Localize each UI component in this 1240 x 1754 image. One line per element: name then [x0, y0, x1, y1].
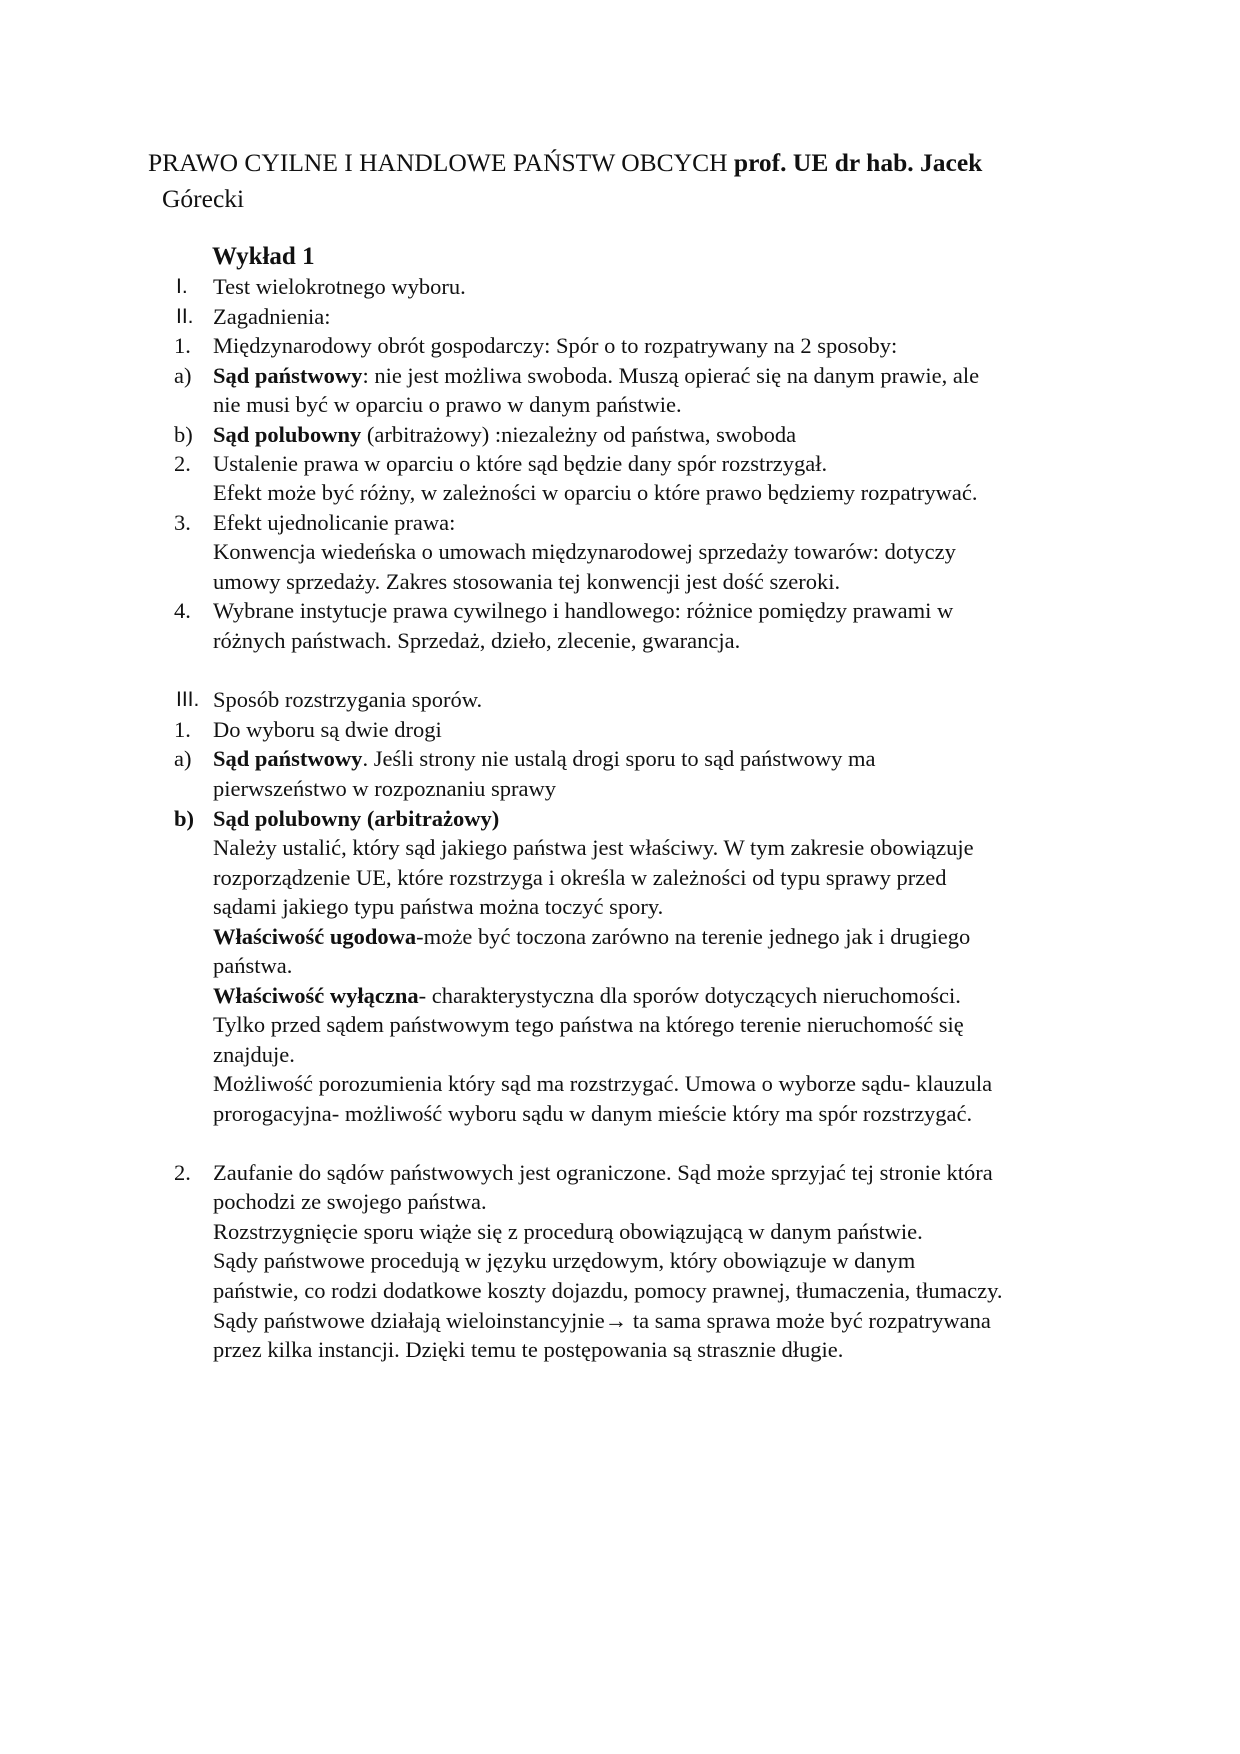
text-run: -może być toczona zarówno na terenie jednego jak i drugiego [416, 924, 971, 949]
title-author-surname: Górecki [162, 184, 245, 213]
line-text [213, 1244, 915, 1277]
text-run: Do wyboru są dwie drogi [213, 717, 442, 742]
line-text [213, 949, 292, 982]
list-marker: b) [174, 422, 193, 447]
text-run: znajduje. [213, 1042, 295, 1067]
text-run: Ustalenie prawa w oparciu o które sąd będzie dany spór rozstrzygał. [213, 451, 828, 476]
line-text [213, 594, 953, 627]
line-text [213, 1097, 972, 1130]
text-run: państwa. [213, 953, 293, 978]
lecture-heading: Wykład 1 [212, 243, 315, 270]
text-run: Wybrane instytucje prawa cywilnego i handlowego: różnice pomiędzy prawami w [213, 598, 954, 623]
line-text [213, 388, 682, 421]
bold-term: Sąd państwowy [213, 746, 363, 771]
line-text [213, 742, 876, 775]
bold-term: Sąd państwowy [213, 363, 363, 388]
bold-term: → [604, 1308, 628, 1333]
line-text [213, 1185, 487, 1218]
text-run: sądami jakiego typu państwa można toczyć spory. [213, 894, 664, 919]
text-run: Tylko przed sądem państwowym tego państwa na którego terenie nieruchomość się [213, 1012, 964, 1037]
text-run: rozporządzenie UE, które rozstrzyga i określa w zależności od typu sprawy przed [213, 865, 947, 890]
title-main: PRAWO CYILNE I HANDLOWE PAŃSTW OBCYCH [148, 148, 734, 177]
title-author: prof. UE dr hab. Jacek [733, 148, 983, 177]
text-run: Konwencja wiedeńska o umowach międzynarodowej sprzedaży towarów: dotyczy [213, 539, 956, 564]
text-run: (arbitrażowy) :niezależny od państwa, swoboda [361, 422, 797, 447]
line-text [213, 270, 466, 303]
text-run: . Jeśli strony nie ustalą drogi sporu to sąd państwowy ma [362, 746, 876, 771]
list-marker: 2. [174, 451, 191, 476]
list-marker: 1. [174, 333, 191, 358]
text-run: umowy sprzedaży. Zakres stosowania tej konwencji jest dość szeroki. [213, 569, 841, 594]
text-run: nie musi być w oparciu o prawo w danym państwie. [213, 392, 682, 417]
line-text [213, 1333, 843, 1366]
text-run: różnych państwach. Sprzedaż, dzieło, zlecenie, gwarancja. [213, 628, 741, 653]
text-run: - charakterystyczna dla sporów dotyczących nieruchomości. [418, 983, 961, 1008]
text-run: Należy ustalić, który sąd jakiego państwa jest właściwy. W tym zakresie obowiązuje [213, 835, 974, 860]
line-text [213, 329, 897, 362]
list-marker: 1. [174, 717, 191, 742]
document-title [148, 145, 1108, 217]
text-run: ta sama sprawa może być rozpatrywana [627, 1308, 991, 1333]
text-run: przez kilka instancji. Dzięki temu te postępowania są strasznie długie. [213, 1337, 844, 1362]
text-run: prorogacyjna- możliwość wyboru sądu w danym mieście który ma spór rozstrzygać. [213, 1101, 973, 1126]
text-run: Możliwość porozumienia który sąd ma rozstrzygać. Umowa o wyborze sądu- klauzula [213, 1071, 993, 1096]
text-run: Efekt może być różny, w zależności w oparciu o które prawo będziemy rozpatrywać. [213, 480, 978, 505]
line-text [213, 535, 956, 568]
text-run: Międzynarodowy obrót gospodarczy: Spór o to rozpatrywany na 2 sposoby: [213, 333, 898, 358]
text-run: Rozstrzygnięcie sporu wiąże się z procedurą obowiązującą w danym państwie. [213, 1219, 923, 1244]
line-text [213, 1274, 1003, 1307]
list-marker: I. [176, 275, 188, 298]
line-text [213, 1008, 964, 1041]
text-run: pochodzi ze swojego państwa. [213, 1189, 487, 1214]
text-run: pierwszeństwo w rozpoznaniu sprawy [213, 776, 557, 801]
line-text [213, 772, 556, 805]
list-marker: 3. [174, 510, 191, 535]
line-text [213, 920, 970, 953]
list-marker: II. [176, 305, 194, 328]
line-text [213, 624, 740, 657]
list-marker: a) [174, 746, 192, 771]
text-run: Zaufanie do sądów państwowych jest ograniczone. Sąd może sprzyjać tej stronie która [213, 1160, 993, 1185]
bold-term: Właściwość wyłączna [213, 983, 419, 1008]
text-run: Sądy państwowe działają wieloinstancyjnie [213, 1308, 605, 1333]
bold-term: Właściwość ugodowa [213, 924, 417, 949]
text-run: państwie, co rodzi dodatkowe koszty dojazdu, pomocy prawnej, tłumaczenia, tłumaczy. [213, 1278, 1003, 1303]
text-run: Sądy państwowe procedują w języku urzędowym, który obowiązuje w danym [213, 1248, 916, 1273]
line-text [213, 476, 977, 509]
text-run: : nie jest możliwa swoboda. Muszą opierać się na danym prawie, ale [362, 363, 980, 388]
text-run: Sposób rozstrzygania sporów. [213, 687, 483, 712]
text-run: Efekt ujednolicanie prawa: [213, 510, 456, 535]
list-marker: 4. [174, 598, 191, 623]
text-run: Zagadnienia: [213, 304, 331, 329]
line-text [213, 831, 974, 864]
list-marker: III. [176, 688, 200, 711]
text-run: Test wielokrotnego wyboru. [213, 274, 466, 299]
line-text [213, 1067, 992, 1100]
list-marker: a) [174, 363, 192, 388]
list-marker: 2. [174, 1160, 191, 1185]
line-text [213, 683, 482, 716]
line-text [213, 890, 663, 923]
bold-term: Sąd polubowny [213, 422, 362, 447]
list-marker: b) [174, 806, 195, 831]
bold-term: Sąd polubowny (arbitrażowy) [213, 806, 500, 831]
